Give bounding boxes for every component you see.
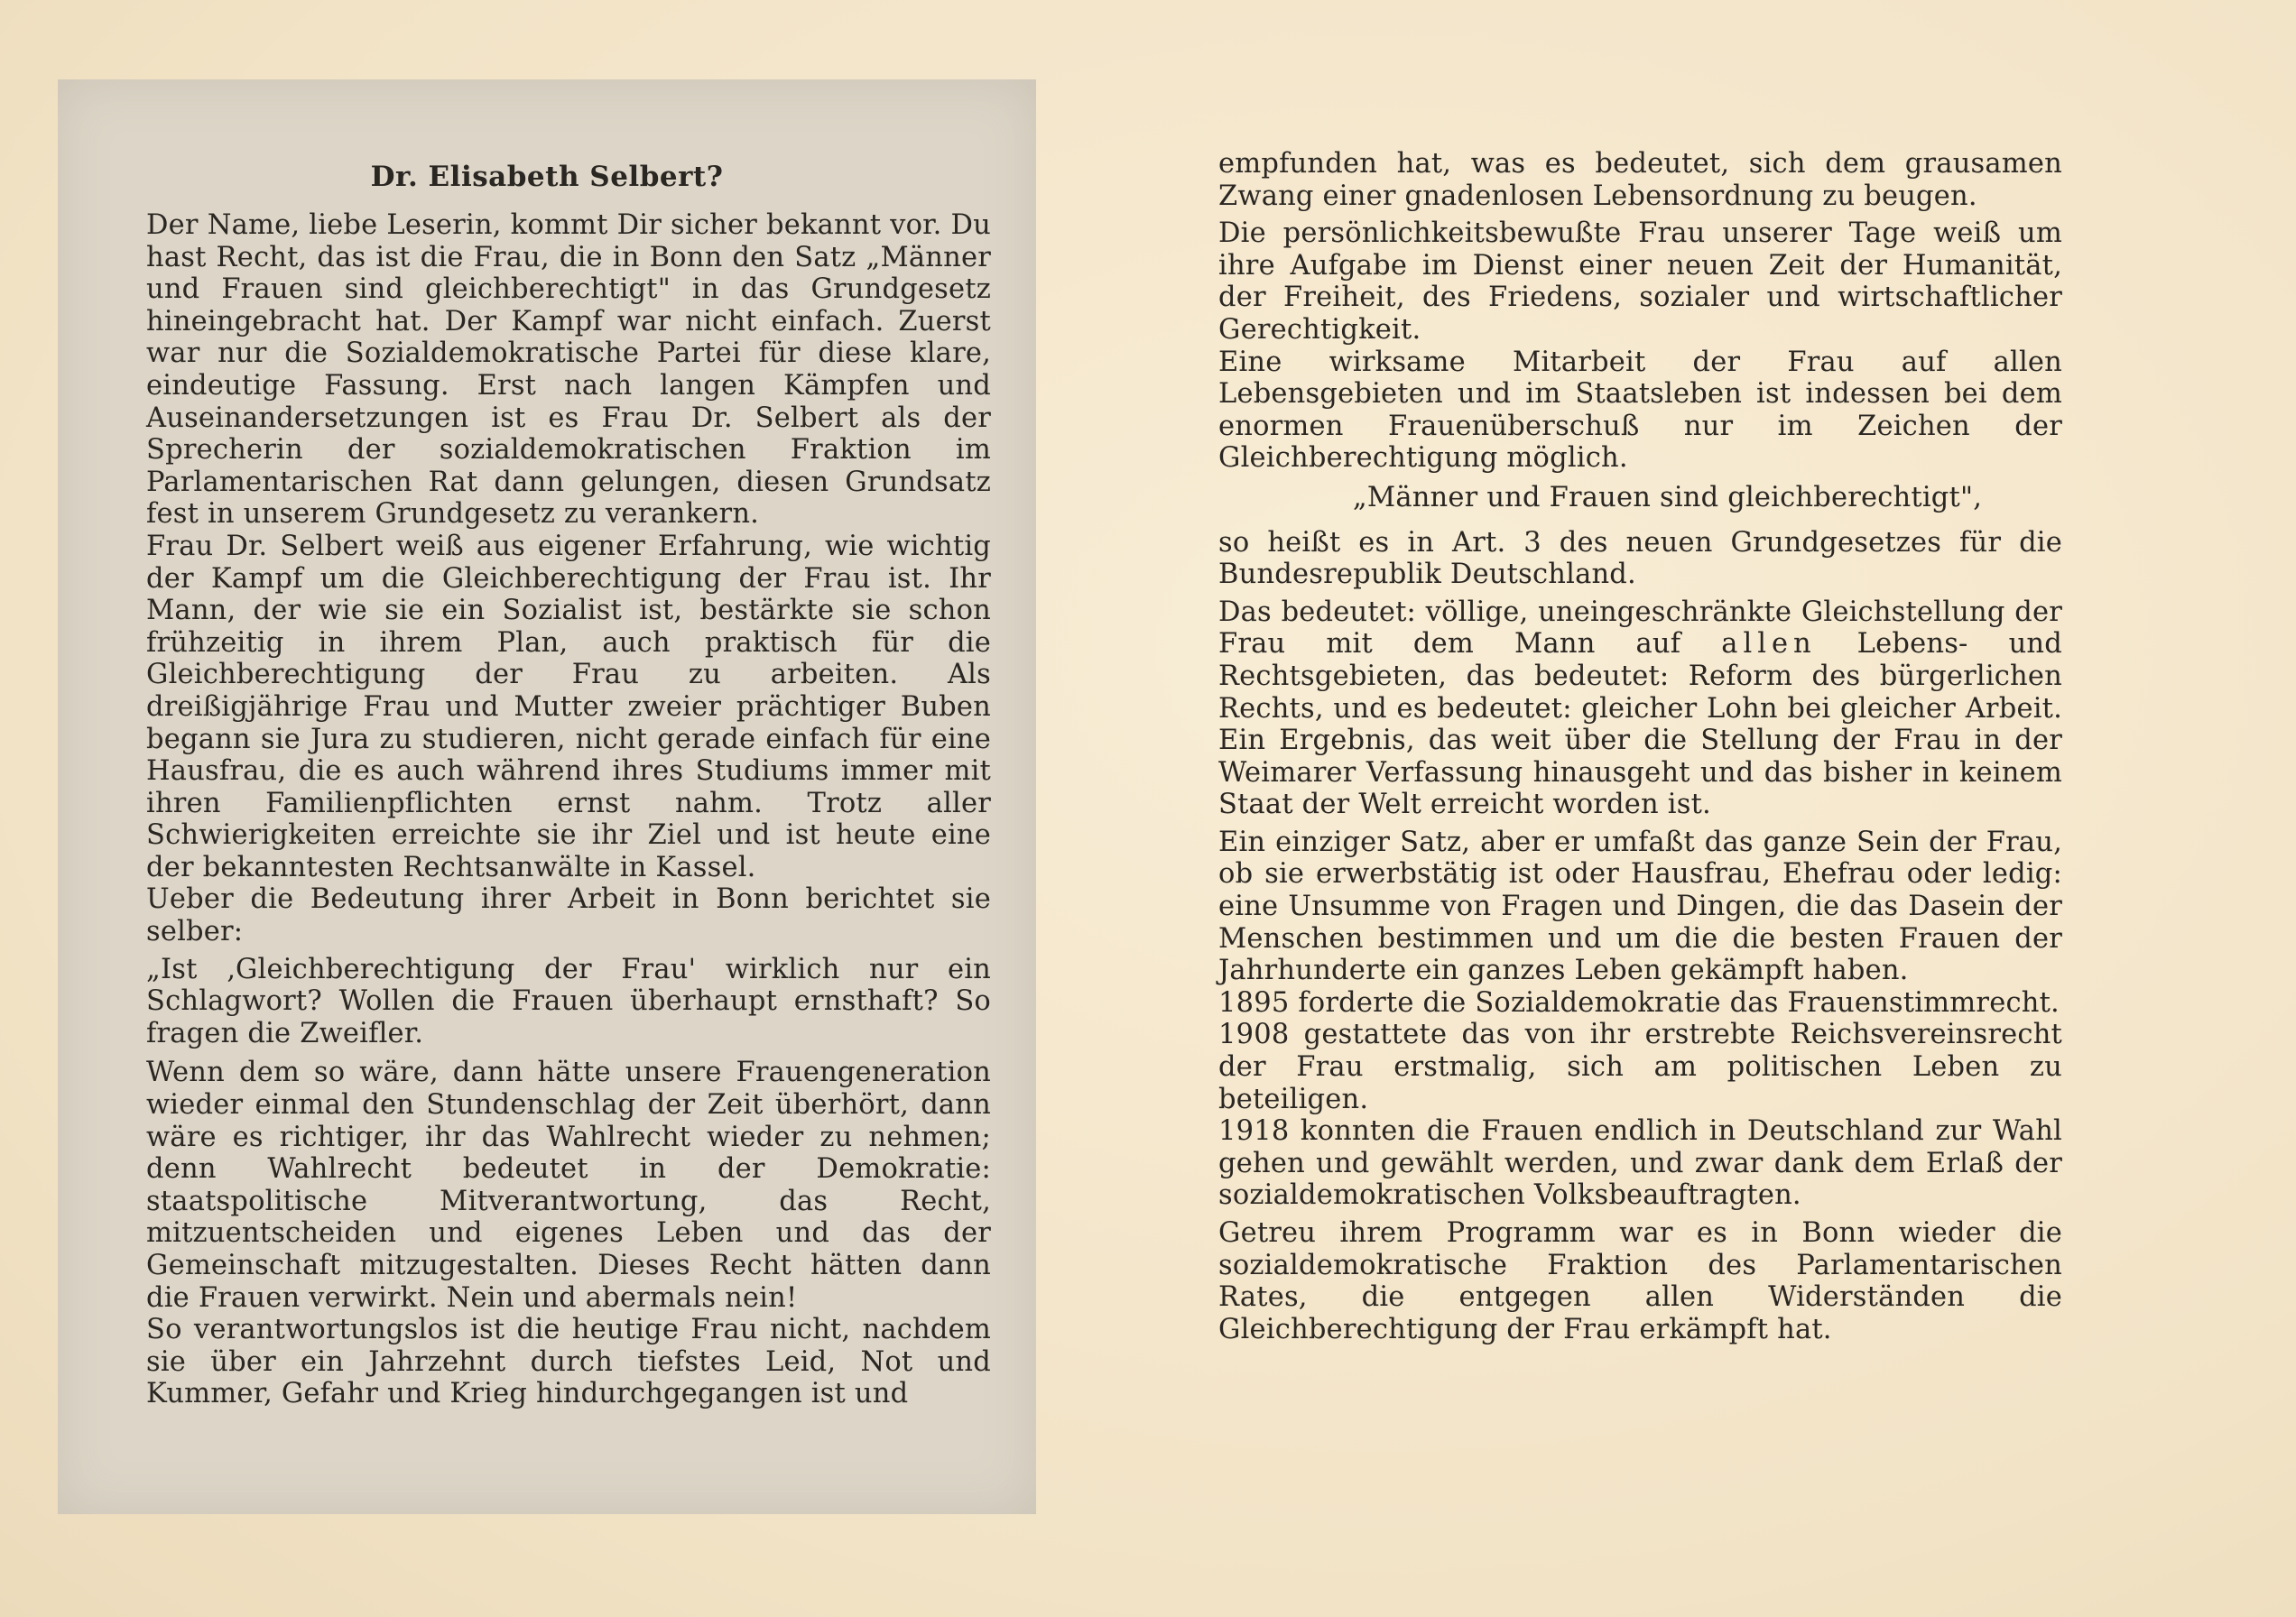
left-paragraph-2: Frau Dr. Selbert weiß aus eigener Erfahrung, wie wichtig der Kampf um die Gleichberechtigung der Frau ist. Ihr Mann, der wie sie ein Sozialist ist, bestärkte sie schon frühzeitig in ihrem Plan, auch praktisch für die Gleichberechtigung der Frau zu arbeiten. Als dreißigjährige Frau und Mutter zweier prächtiger Buben begann sie Jura zu studieren, nicht gerade einfach für eine Hausfrau, die es auch während ihres Studiums immer mit ihren Familienpflichten ernst nahm. Trotz aller Schwierigkeiten erreichte sie ihr Ziel und ist heute eine der bekanntesten Rechtsanwälte in Kassel. — [146, 530, 991, 883]
right-paragraph-6: Ein einziger Satz, aber er umfaßt das ganze Sein der Frau, ob sie erwerbstätig ist oder Hausfrau, Ehefrau oder ledig: eine Unsumme von Fragen und Dingen, die das Dasein der Menschen bestimmen und um die die besten Frauen der Jahrhunderte ein ganzes Leben gekämpft haben. — [1218, 826, 2062, 987]
right-paragraph-4: so heißt es in Art. 3 des neuen Grundgesetzes für die Bundesrepublik Deutschland. — [1218, 526, 2062, 591]
left-paragraph-6: So verantwortungslos ist die heutige Frau nicht, nachdem sie über ein Jahrzehnt durch tiefstes Leid, Not und Kummer, Gefahr und Krieg hindurchgegangen ist und — [146, 1314, 991, 1410]
article-3-quote: „Männer und Frauen sind gleichberechtigt", — [1352, 481, 1983, 513]
left-paragraph-1: Der Name, liebe Leserin, kommt Dir sicher bekannt vor. Du hast Recht, das ist die Frau, die in Bonn den Satz „Männer und Frauen sind gleichberechtigt" in das Grundgesetz hineingebracht hat. Der Kampf war nicht einfach. Zuerst war nur die Sozialdemokratische Partei für diese klare, eindeutige Fassung. Erst nach langen Kämpfen und Auseinandersetzungen ist es Frau Dr. Selbert als der Sprecherin der sozialdemokratischen Fraktion im Parlamentarischen Rat dann gelungen, diesen Grundsatz fest in unserem Grundgesetz zu verankern. — [146, 209, 991, 531]
emphasis-allen: allen — [1721, 628, 1817, 661]
left-paragraph-5: Wenn dem so wäre, dann hätte unsere Frauengeneration wieder einmal den Stundenschlag der Zeit überhört, dann wäre es richtiger, ihr das Wahlrecht wieder zu nehmen; denn Wahlrecht bedeutet in der Demokratie: staatspolitische Mitverantwortung, das Recht, mitzuentscheiden und eigenes Leben und das der Gemeinschaft mitzugestalten. Dieses Recht hätten dann die Frauen verwirkt. Nein und abermals nein! — [146, 1057, 991, 1314]
article-title: Dr. Elisabeth Selbert? — [370, 161, 724, 193]
right-paragraph-7: 1895 forderte die Sozialdemokratie das Frauenstimmrecht. — [1218, 986, 2060, 1019]
right-paragraph-10: Getreu ihrem Programm war es in Bonn wieder die sozialdemokratische Fraktion des Parlamentarischen Rates, die entgegen allen Widerständen die Gleichberechtigung der Frau erkämpft hat. — [1218, 1217, 2062, 1345]
right-paragraph-3: Eine wirksame Mitarbeit der Frau auf allen Lebensgebieten und im Staatsleben ist indessen bei dem enormen Frauenüberschuß nur im Zeichen der Gleichberechtigung möglich. — [1218, 346, 2062, 475]
right-paragraph-8: 1908 gestattete das von ihr erstrebte Reichsvereinsrecht der Frau erstmalig, sich am politischen Leben zu beteiligen. — [1218, 1019, 2062, 1115]
left-paragraph-4: „Ist ‚Gleichberechtigung der Frau' wirklich nur ein Schlagwort? Wollen die Frauen überhaupt ernsthaft? So fragen die Zweifler. — [146, 953, 991, 1049]
right-paragraph-5-end: Lebens- und Rechtsgebieten, das bedeutet: Reform des bürgerlichen Rechts, und es bedeutet: gleicher Lohn bei gleicher Arbeit. Ein Ergebnis, das weit über die Stellung der Frau in der Weimarer Verfassung hinausgeht und das bisher in keinem Staat der Welt erreicht worden ist. — [1218, 628, 2062, 821]
right-paragraph-2: Die persönlichkeitsbewußte Frau unserer Tage weiß um ihre Aufgabe im Dienst einer neuen Zeit der Humanität, der Freiheit, des Friedens, sozialer und wirtschaftlicher Gerechtigkeit. — [1218, 217, 2062, 346]
right-paragraph-9: 1918 konnten die Frauen endlich in Deutschland zur Wahl gehen und gewählt werden, und zwar dank dem Erlaß der sozialdemokratischen Volksbeauftragten. — [1218, 1115, 2062, 1212]
left-column — [146, 209, 991, 1416]
right-paragraph-5-start: Das bedeutet: völlige, uneingeschränkte Gleichstellung der Frau mit dem Mann auf — [1218, 596, 2062, 661]
left-paragraph-3: Ueber die Bedeutung ihrer Arbeit in Bonn berichtet sie selber: — [146, 883, 991, 948]
right-paragraph-1: empfunden hat, was es bedeutet, sich dem grausamen Zwang einer gnadenlosen Lebensordnung zu beugen. — [1218, 148, 2062, 212]
right-column — [1218, 148, 2062, 1351]
right-paragraph-5 — [1218, 596, 2062, 821]
